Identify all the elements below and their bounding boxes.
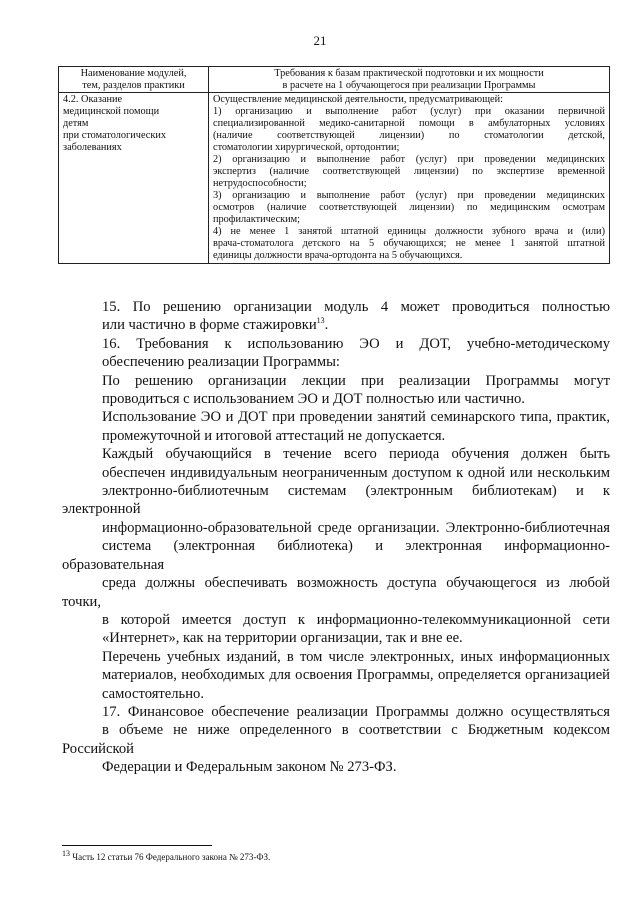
paragraph-16-lectures: По решению организации лекции при реализации Программы могут проводиться с использованием ЭО и ДОТ полностью или частично. <box>102 372 610 408</box>
page-number: 21 <box>313 33 327 48</box>
paragraph-15: 15. По решению организации модуль 4 может проводиться полностью или частично в форме стажировки$^{13}$. <box>102 299 610 334</box>
table-row <box>59 93 610 264</box>
footnote-ref: 13 <box>316 316 325 326</box>
practice-requirements-table <box>58 66 610 264</box>
footnote-mark: 13 <box>62 849 70 858</box>
footnote-text: Часть 12 статьи 76 Федерального закона № 273-ФЗ. <box>70 852 271 862</box>
module-name-cell: 4.2. Оказание медицинской помощи детям при стоматологических заболеваниях <box>59 93 209 264</box>
table-header-row <box>59 67 610 93</box>
header-requirements: Требования к базам практической подготовки и их мощности в расчете на 1 обучающегося при реализации Программы <box>209 67 610 93</box>
footnote <box>62 849 271 862</box>
paragraph-16-materials: Перечень учебных изданий, в том числе электронных, иных информационных материалов, необходимых для освоения Программы, определяется организацией самостоятельно. <box>102 648 610 702</box>
paragraph-17: 17. Финансовое обеспечение реализации Программы должно осуществляться в объеме не ниже определенного в соответствии с Бюджетным кодексом Российской Федерации и Федеральным законом № 273-ФЗ. <box>62 703 610 776</box>
paragraph-16-seminars: Использование ЭО и ДОТ при проведении занятий семинарского типа, практик, промежуточной и итоговой аттестаций не допускается. <box>102 409 610 444</box>
paragraph-16: 16. Требования к использованию ЭО и ДОТ, учебно-методическому обеспечению реализации Программы: <box>102 335 610 371</box>
footnote-divider <box>62 845 212 846</box>
requirements-cell: Осуществление медицинской деятельности, предусматривающей: 1) организацию и выполнение работ (услуг) при оказании первичной специализированной медико-санитарной помощи в амбулаторных условиях (наличие соответствующей лицензии) по стоматологии детской, стоматологии хирургической, ортодонтии; 2) организацию и выполнение работ (услуг) при проведении медицинских экспертиз (наличие соответствующей лицензии) по экспертизе временной нетрудоспособности; 3) организацию и выполнение работ (услуг) при проведении медицинских осмотров (наличие соответствующей лицензии) по медицинским осмотрам профилактическим; 4) не менее 1 занятой штатной единицы должности зубного врача и (или) врача-стоматолога детского на 5 обучающихся; не менее 1 занятой штатной единицы должности врача-ортодонта на 5 обучающихся. <box>209 93 610 264</box>
header-module-name: Наименование модулей, тем, разделов практики <box>59 67 209 93</box>
document-body <box>62 298 610 777</box>
paragraph-16-access: Каждый обучающийся в течение всего периода обучения должен быть обеспечен индивидуальным неограниченным доступом к одной или нескольким электронно-библиотечным системам (электронным библиотекам) и к электронной информационно-образовательной среде организации. Электронно-библиотечная система (электронная библиотека) и электронная информационно-образовательная среда должны обеспечивать возможность доступа обучающегося из любой точки, в которой имеется доступ к информационно-телекоммуникационной сети «Интернет», как на территории организации, так и вне ее. <box>62 446 610 647</box>
